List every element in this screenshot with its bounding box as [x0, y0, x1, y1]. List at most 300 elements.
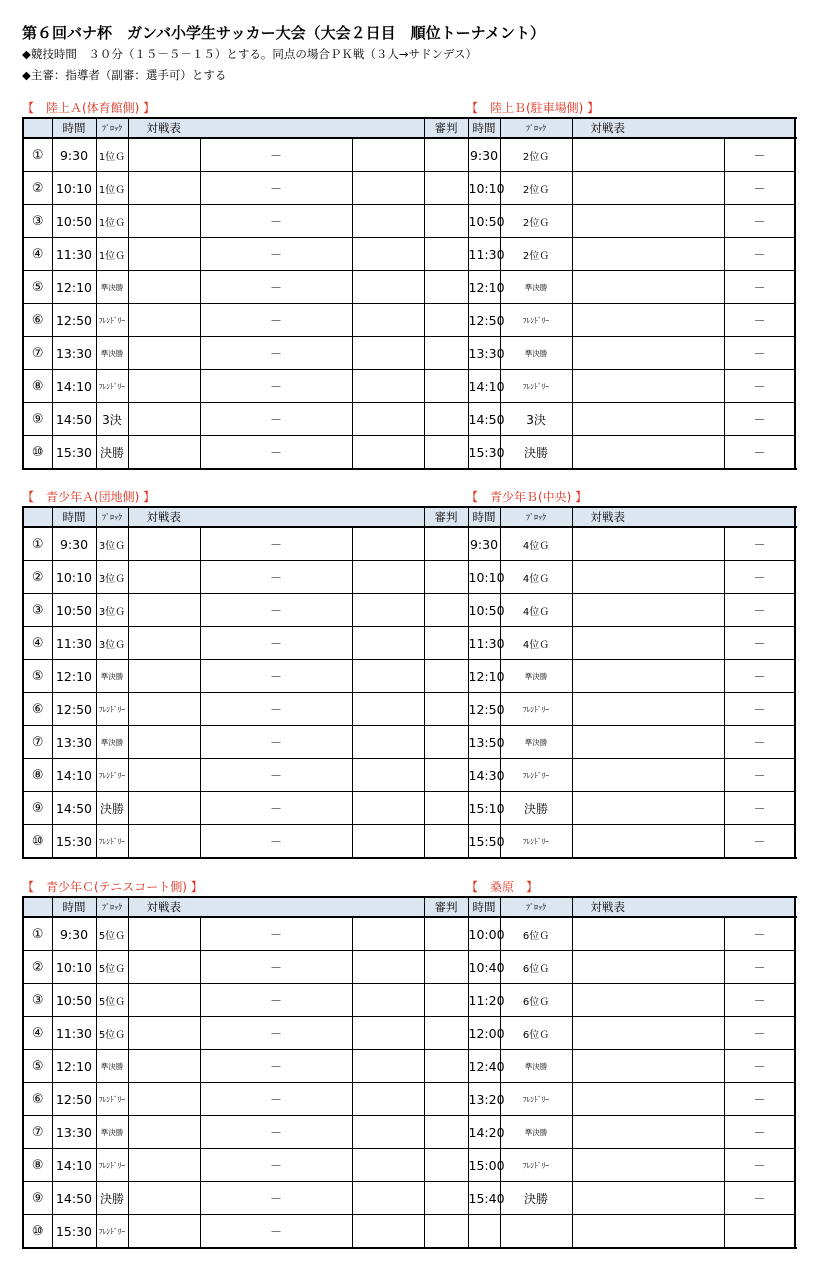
team-a-cell: [128, 1215, 200, 1249]
match-block: ﾌﾚﾝﾄﾞﾘｰ: [96, 825, 128, 859]
match-number: ⑨: [23, 1182, 52, 1215]
match-time: 14:10: [52, 1149, 96, 1182]
match-number: ⑦: [23, 1116, 52, 1149]
referee-cell: [424, 138, 468, 172]
versus-dash: －: [724, 205, 795, 238]
versus-dash: －: [200, 917, 352, 951]
table-row: [23, 951, 795, 984]
team-b-cell: [352, 726, 424, 759]
team-a-cell: [572, 304, 724, 337]
team-a-cell: [572, 1083, 724, 1116]
match-time: 11:30: [52, 238, 96, 271]
team-a-cell: [572, 660, 724, 693]
header-match: 対戦表: [572, 507, 795, 527]
header-time: 時間: [52, 507, 96, 527]
header-block: ﾌﾞﾛｯｸ: [500, 897, 572, 917]
versus-dash: －: [200, 792, 352, 825]
match-block: ﾌﾚﾝﾄﾞﾘｰ: [96, 1083, 128, 1116]
table-row: [23, 1050, 795, 1083]
referee-cell: [424, 403, 468, 436]
team-a-cell: [128, 693, 200, 726]
team-a-cell: [128, 527, 200, 561]
match-time: 12:10: [52, 1050, 96, 1083]
match-time: 12:40: [468, 1050, 500, 1083]
match-time: 15:30: [52, 1215, 96, 1249]
table-row: [23, 1116, 795, 1149]
match-time: 9:30: [468, 138, 500, 172]
team-b-cell: [352, 436, 424, 470]
referee-cell: [424, 1149, 468, 1182]
match-number: ⑤: [23, 1050, 52, 1083]
match-block: ﾌﾚﾝﾄﾞﾘｰ: [500, 693, 572, 726]
referee-cell: [424, 1017, 468, 1050]
team-a-cell: [572, 825, 724, 859]
versus-dash: －: [200, 271, 352, 304]
match-time: 9:30: [52, 917, 96, 951]
match-block: 4位Ｇ: [500, 627, 572, 660]
match-block: [500, 1215, 572, 1249]
match-time: 10:00: [468, 917, 500, 951]
team-a-cell: [572, 172, 724, 205]
match-time: 9:30: [468, 527, 500, 561]
versus-dash: －: [724, 693, 795, 726]
match-number: ⑨: [23, 403, 52, 436]
match-block: 3位Ｇ: [96, 627, 128, 660]
team-b-cell: [352, 594, 424, 627]
team-b-cell: [352, 527, 424, 561]
match-block: 準決勝: [500, 271, 572, 304]
rule-note-referee: ◆主審：指導者（副審：選手可）とする: [22, 68, 227, 82]
header-time: 時間: [52, 118, 96, 138]
versus-dash: －: [724, 984, 795, 1017]
table-row: [23, 370, 795, 403]
versus-dash: －: [724, 403, 795, 436]
match-number: ⑧: [23, 759, 52, 792]
match-time: 10:50: [468, 594, 500, 627]
header-time: 時間: [468, 507, 500, 527]
match-block: 決勝: [500, 1182, 572, 1215]
team-b-cell: [352, 1050, 424, 1083]
header-referee: 審判: [424, 118, 468, 138]
header-match: 対戦表: [128, 897, 424, 917]
match-time: 11:30: [52, 627, 96, 660]
team-a-cell: [128, 172, 200, 205]
referee-cell: [424, 693, 468, 726]
team-a-cell: [128, 627, 200, 660]
match-time: 12:10: [52, 660, 96, 693]
match-time: 13:20: [468, 1083, 500, 1116]
team-a-cell: [128, 205, 200, 238]
team-a-cell: [128, 951, 200, 984]
versus-dash: －: [200, 660, 352, 693]
match-time: 15:40: [468, 1182, 500, 1215]
versus-dash: －: [724, 337, 795, 370]
versus-dash: －: [724, 527, 795, 561]
team-b-cell: [352, 1215, 424, 1249]
match-time: 12:00: [468, 1017, 500, 1050]
match-time: 10:50: [468, 205, 500, 238]
table-row: [23, 172, 795, 205]
table-row: [23, 759, 795, 792]
versus-dash: －: [724, 304, 795, 337]
match-number: ①: [23, 917, 52, 951]
match-block: ﾌﾚﾝﾄﾞﾘｰ: [500, 759, 572, 792]
match-time: 12:50: [468, 304, 500, 337]
header-match: 対戦表: [128, 118, 424, 138]
referee-cell: [424, 337, 468, 370]
versus-dash: －: [724, 759, 795, 792]
referee-cell: [424, 1050, 468, 1083]
table-row: [23, 792, 795, 825]
team-a-cell: [572, 917, 724, 951]
versus-dash: －: [724, 594, 795, 627]
versus-dash: －: [200, 172, 352, 205]
team-b-cell: [352, 660, 424, 693]
table-row: [23, 1182, 795, 1215]
table-row: [23, 1083, 795, 1116]
page-title: 第６回バナ杯 ガンバ小学生サッカー大会（大会２日目 順位トーナメント）: [22, 24, 546, 42]
table-row: [23, 984, 795, 1017]
team-a-cell: [572, 436, 724, 470]
versus-dash: －: [200, 726, 352, 759]
versus-dash: －: [200, 370, 352, 403]
versus-dash: －: [200, 1083, 352, 1116]
versus-dash: －: [724, 271, 795, 304]
match-number: ⑥: [23, 1083, 52, 1116]
team-b-cell: [352, 759, 424, 792]
match-number: ④: [23, 627, 52, 660]
match-block: 5位Ｇ: [96, 984, 128, 1017]
match-block: 準決勝: [500, 337, 572, 370]
team-a-cell: [128, 917, 200, 951]
match-time: 12:10: [468, 660, 500, 693]
match-time: 10:50: [52, 205, 96, 238]
header-referee: 審判: [424, 507, 468, 527]
match-block: 決勝: [96, 792, 128, 825]
referee-cell: [424, 527, 468, 561]
match-number: ⑥: [23, 693, 52, 726]
team-b-cell: [352, 138, 424, 172]
match-number: ⑦: [23, 337, 52, 370]
team-b-cell: [352, 627, 424, 660]
match-block: 準決勝: [500, 660, 572, 693]
schedule-table: [22, 896, 796, 1249]
match-block: 準決勝: [96, 1116, 128, 1149]
team-a-cell: [128, 1083, 200, 1116]
versus-dash: －: [200, 1149, 352, 1182]
match-block: 準決勝: [96, 337, 128, 370]
versus-dash: －: [200, 759, 352, 792]
referee-cell: [424, 304, 468, 337]
match-block: 2位Ｇ: [500, 238, 572, 271]
match-number: ⑩: [23, 436, 52, 470]
header-block: ﾌﾞﾛｯｸ: [500, 118, 572, 138]
table-row: [23, 436, 795, 470]
match-block: 準決勝: [96, 1050, 128, 1083]
match-time: 11:30: [52, 1017, 96, 1050]
team-b-cell: [352, 370, 424, 403]
match-number: ⑩: [23, 1215, 52, 1249]
versus-dash: －: [200, 403, 352, 436]
match-block: 決勝: [500, 792, 572, 825]
team-a-cell: [128, 1050, 200, 1083]
team-a-cell: [572, 527, 724, 561]
match-block: 決勝: [96, 1182, 128, 1215]
match-block: 5位Ｇ: [96, 1017, 128, 1050]
table-row: [23, 205, 795, 238]
versus-dash: －: [200, 527, 352, 561]
match-block: ﾌﾚﾝﾄﾞﾘｰ: [500, 1149, 572, 1182]
section-title-right: 【 桑原 】: [466, 880, 539, 894]
team-a-cell: [128, 759, 200, 792]
match-block: 6位Ｇ: [500, 1017, 572, 1050]
match-time: 12:10: [468, 271, 500, 304]
header-no: [23, 118, 52, 138]
match-block: 準決勝: [500, 726, 572, 759]
table-row: [23, 337, 795, 370]
match-block: 3位Ｇ: [96, 561, 128, 594]
team-a-cell: [572, 1116, 724, 1149]
referee-cell: [424, 726, 468, 759]
table-row: [23, 627, 795, 660]
versus-dash: －: [200, 951, 352, 984]
match-block: 4位Ｇ: [500, 527, 572, 561]
referee-cell: [424, 792, 468, 825]
table-row: [23, 304, 795, 337]
match-block: 6位Ｇ: [500, 917, 572, 951]
table-row: [23, 1149, 795, 1182]
team-a-cell: [128, 1017, 200, 1050]
match-number: ④: [23, 1017, 52, 1050]
team-a-cell: [128, 337, 200, 370]
versus-dash: －: [200, 1116, 352, 1149]
table-row: [23, 825, 795, 859]
table-row: [23, 527, 795, 561]
team-a-cell: [572, 370, 724, 403]
match-block: 準決勝: [500, 1116, 572, 1149]
match-number: ①: [23, 138, 52, 172]
table-row: [23, 1215, 795, 1249]
match-block: 4位Ｇ: [500, 594, 572, 627]
versus-dash: －: [200, 825, 352, 859]
match-number: ③: [23, 984, 52, 1017]
versus-dash: －: [200, 205, 352, 238]
team-a-cell: [572, 1182, 724, 1215]
versus-dash: －: [724, 370, 795, 403]
referee-cell: [424, 594, 468, 627]
match-block: 決勝: [500, 436, 572, 470]
team-a-cell: [128, 238, 200, 271]
referee-cell: [424, 1215, 468, 1249]
header-match: 対戦表: [572, 118, 795, 138]
table-row: [23, 726, 795, 759]
section-title-right: 【 青少年Ｂ(中央) 】: [466, 490, 588, 504]
match-time: 9:30: [52, 527, 96, 561]
team-a-cell: [572, 627, 724, 660]
match-number: ⑤: [23, 271, 52, 304]
match-block: 準決勝: [96, 726, 128, 759]
team-a-cell: [572, 792, 724, 825]
match-block: ﾌﾚﾝﾄﾞﾘｰ: [96, 759, 128, 792]
referee-cell: [424, 1116, 468, 1149]
schedule-table: [22, 506, 796, 859]
team-a-cell: [572, 138, 724, 172]
header-block: ﾌﾞﾛｯｸ: [96, 897, 128, 917]
team-a-cell: [128, 1149, 200, 1182]
team-b-cell: [352, 172, 424, 205]
versus-dash: －: [200, 561, 352, 594]
match-block: 2位Ｇ: [500, 172, 572, 205]
versus-dash: [724, 1215, 795, 1249]
header-time: 時間: [468, 897, 500, 917]
match-time: 14:30: [468, 759, 500, 792]
match-number: ⑤: [23, 660, 52, 693]
match-block: 3位Ｇ: [96, 594, 128, 627]
header-match: 対戦表: [572, 897, 795, 917]
team-b-cell: [352, 951, 424, 984]
team-b-cell: [352, 1083, 424, 1116]
match-time: 13:50: [468, 726, 500, 759]
match-block: 5位Ｇ: [96, 917, 128, 951]
versus-dash: －: [724, 792, 795, 825]
header-time: 時間: [468, 118, 500, 138]
versus-dash: －: [724, 627, 795, 660]
versus-dash: －: [724, 436, 795, 470]
team-b-cell: [352, 825, 424, 859]
match-block: 1位Ｇ: [96, 205, 128, 238]
team-a-cell: [572, 984, 724, 1017]
versus-dash: －: [724, 1083, 795, 1116]
team-a-cell: [572, 1149, 724, 1182]
team-b-cell: [352, 403, 424, 436]
team-a-cell: [572, 759, 724, 792]
match-number: ③: [23, 205, 52, 238]
referee-cell: [424, 984, 468, 1017]
versus-dash: －: [200, 238, 352, 271]
team-b-cell: [352, 1182, 424, 1215]
match-time: 10:10: [52, 561, 96, 594]
match-time: 12:10: [52, 271, 96, 304]
match-number: ③: [23, 594, 52, 627]
match-block: 2位Ｇ: [500, 205, 572, 238]
match-block: 2位Ｇ: [500, 138, 572, 172]
versus-dash: －: [724, 1149, 795, 1182]
team-a-cell: [128, 726, 200, 759]
versus-dash: －: [724, 1116, 795, 1149]
section-title-right: 【 陸上Ｂ(駐車場側) 】: [466, 101, 600, 115]
match-time: 10:50: [52, 984, 96, 1017]
team-b-cell: [352, 693, 424, 726]
header-block: ﾌﾞﾛｯｸ: [96, 507, 128, 527]
team-a-cell: [128, 370, 200, 403]
team-a-cell: [572, 403, 724, 436]
header-block: ﾌﾞﾛｯｸ: [500, 507, 572, 527]
versus-dash: －: [200, 693, 352, 726]
versus-dash: －: [724, 726, 795, 759]
referee-cell: [424, 660, 468, 693]
match-time: 14:50: [52, 1182, 96, 1215]
match-time: 10:40: [468, 951, 500, 984]
team-b-cell: [352, 238, 424, 271]
team-a-cell: [128, 403, 200, 436]
match-block: 準決勝: [96, 660, 128, 693]
match-block: ﾌﾚﾝﾄﾞﾘｰ: [500, 370, 572, 403]
match-number: ⑧: [23, 1149, 52, 1182]
versus-dash: －: [724, 951, 795, 984]
header-match: 対戦表: [128, 507, 424, 527]
referee-cell: [424, 205, 468, 238]
match-block: ﾌﾚﾝﾄﾞﾘｰ: [500, 825, 572, 859]
match-number: ⑦: [23, 726, 52, 759]
table-row: [23, 917, 795, 951]
match-number: ⑧: [23, 370, 52, 403]
match-time: 10:50: [52, 594, 96, 627]
versus-dash: －: [724, 1017, 795, 1050]
table-row: [23, 693, 795, 726]
match-block: 3決: [500, 403, 572, 436]
match-block: 5位Ｇ: [96, 951, 128, 984]
table-row: [23, 594, 795, 627]
versus-dash: －: [200, 337, 352, 370]
referee-cell: [424, 759, 468, 792]
match-time: 14:10: [52, 370, 96, 403]
match-time: 13:30: [52, 337, 96, 370]
match-time: 14:10: [468, 370, 500, 403]
versus-dash: －: [724, 1182, 795, 1215]
versus-dash: －: [200, 1182, 352, 1215]
team-b-cell: [352, 917, 424, 951]
header-block: ﾌﾞﾛｯｸ: [96, 118, 128, 138]
team-b-cell: [352, 792, 424, 825]
versus-dash: －: [724, 138, 795, 172]
match-time: 12:50: [468, 693, 500, 726]
match-number: ②: [23, 172, 52, 205]
match-block: 準決勝: [500, 1050, 572, 1083]
match-time: 15:30: [468, 436, 500, 470]
referee-cell: [424, 238, 468, 271]
team-a-cell: [128, 561, 200, 594]
versus-dash: －: [724, 238, 795, 271]
match-block: 3位Ｇ: [96, 527, 128, 561]
match-time: 10:10: [468, 172, 500, 205]
match-block: 準決勝: [96, 271, 128, 304]
match-time: 10:10: [468, 561, 500, 594]
team-a-cell: [572, 951, 724, 984]
table-row: [23, 238, 795, 271]
match-block: 4位Ｇ: [500, 561, 572, 594]
match-time: 15:00: [468, 1149, 500, 1182]
team-a-cell: [128, 792, 200, 825]
match-time: 11:20: [468, 984, 500, 1017]
versus-dash: －: [200, 1017, 352, 1050]
match-time: [468, 1215, 500, 1249]
team-a-cell: [572, 205, 724, 238]
referee-cell: [424, 271, 468, 304]
team-a-cell: [128, 271, 200, 304]
match-time: 15:50: [468, 825, 500, 859]
team-b-cell: [352, 1116, 424, 1149]
team-b-cell: [352, 337, 424, 370]
match-block: 1位Ｇ: [96, 238, 128, 271]
versus-dash: －: [724, 561, 795, 594]
match-time: 15:30: [52, 436, 96, 470]
match-block: 6位Ｇ: [500, 951, 572, 984]
team-b-cell: [352, 1149, 424, 1182]
match-time: 14:50: [52, 792, 96, 825]
match-time: 14:50: [52, 403, 96, 436]
match-time: 14:50: [468, 403, 500, 436]
versus-dash: －: [724, 172, 795, 205]
